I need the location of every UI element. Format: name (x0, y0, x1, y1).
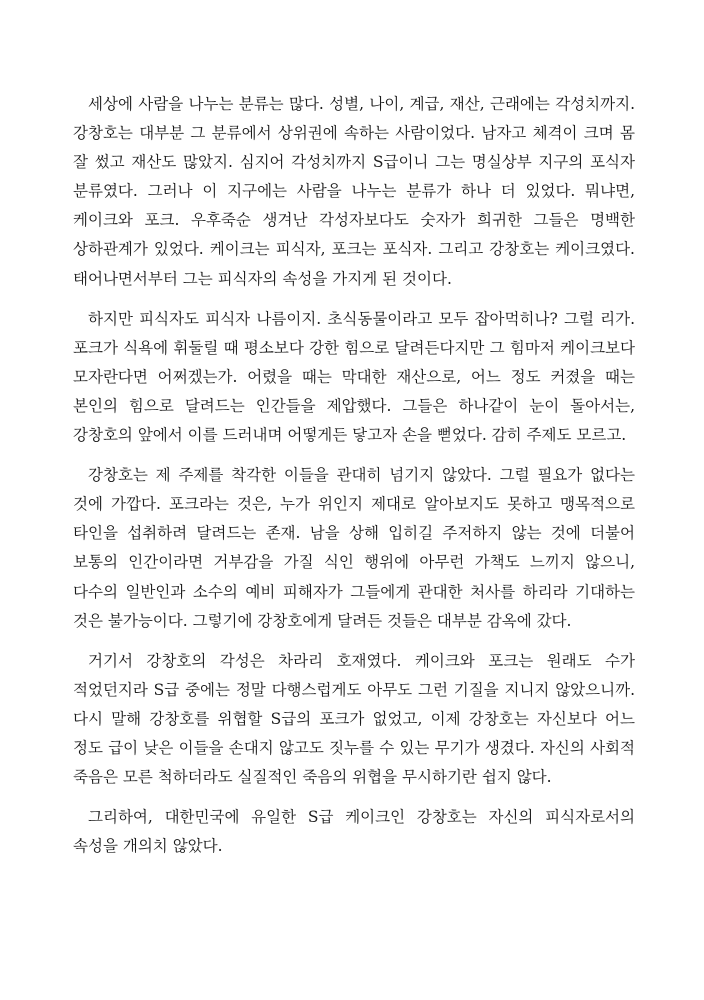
paragraph-1: 세상에 사람을 나누는 분류는 많다. 성별, 나이, 계급, 재산, 근래에는 각성치까지. 강창호는 대부분 그 분류에서 상위권에 속하는 사람이었다. 남자고 체격이 크며 몸 잘 썼고 재산도 많았지. 심지어 각성치까지 S급이니 그는 명실상부 지구의 포식자 분류였다. 그러나 이 지구에는 사람을 나누는 분류가 하나 더 있었다. 뭐냐면, 케이크와 포크. 우후죽순 생겨난 각성자보다도 숫자가 희귀한 그들은 명백한 상하관계가 있었다. 케이크는 피식자, 포크는 포식자. 그리고 강창호는 케이크였다. 태어나면서부터 그는 피식자의 속성을 가지게 된 것이다. (73, 95, 635, 288)
paragraph-5: 그리하여, 대한민국에 유일한 S급 케이크인 강창호는 자신의 피식자로서의 속성을 개의치 않았다. (73, 808, 635, 856)
paragraph-2: 하지만 피식자도 피식자 나름이지. 초식동물이라고 모두 잡아먹히나? 그럴 리가. 포크가 식욕에 휘둘릴 때 평소보다 강한 힘으로 달려든다지만 그 힘마저 케이크보다 모자란다면 어쩌겠는가. 어렸을 때는 막대한 재산으로, 어느 정도 커졌을 때는 본인의 힘으로 달려드는 인간들을 제압했다. 그들은 하나같이 눈이 돌아서는, 강창호의 앞에서 이를 드러내며 어떻게든 닿고자 손을 뻗었다. 감히 주제도 모르고. (73, 309, 635, 445)
paragraph-gap (73, 792, 635, 803)
paragraph-4: 거기서 강창호의 각성은 차라리 호재였다. 케이크와 포크는 원래도 수가 적었던지라 S급 중에는 정말 다행스럽게도 아무도 그런 기질을 지니지 않았으니까. 다시 말해 강창호를 위협할 S급의 포크가 없었고, 이제 강창호는 자신보다 어느 정도 급이 낮은 이들을 손대지 않고도 짓누를 수 있는 무기가 생겼다. 자신의 사회적 죽음은 모른 척하더라도 실질적인 죽음의 위협을 무시하기란 쉽지 않다. (73, 651, 635, 787)
paragraph-gap (73, 636, 635, 647)
paragraph-gap (73, 294, 635, 305)
paragraph-gap (73, 450, 635, 461)
paragraph-3: 강창호는 제 주제를 착각한 이들을 관대히 넘기지 않았다. 그럴 필요가 없다는 것에 가깝다. 포크라는 것은, 누가 위인지 제대로 알아보지도 못하고 맹목적으로 타인을 섭취하려 달려드는 존재. 남을 상해 입히길 주저하지 않는 것에 더불어 보통의 인간이라면 거부감을 가질 식인 행위에 아무런 가책도 느끼지 않으니, 다수의 일반인과 소수의 예비 피해자가 그들에게 관대한 처사를 하리라 기대하는 것은 불가능이다. 그렇기에 강창호에게 달려든 것들은 대부분 감옥에 갔다. (73, 466, 635, 630)
document-body (73, 90, 635, 861)
